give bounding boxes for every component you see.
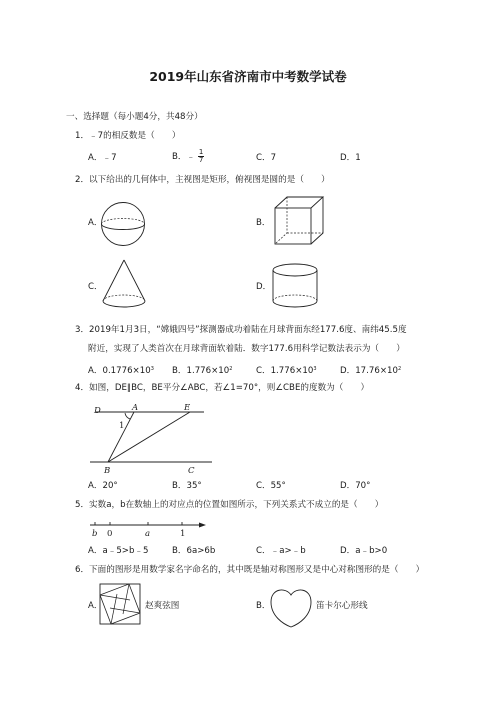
page-title: 2019年山东省济南市中考数学试卷: [149, 69, 347, 84]
exponent: 3: [150, 366, 154, 372]
fraction-numerator: 1: [198, 148, 204, 156]
question-1-option-d[interactable]: D．1: [340, 153, 361, 163]
option-text: D．17.76×10: [340, 366, 398, 376]
option-text: A．0.1776×10: [88, 366, 151, 376]
question-1-stem: 1．﹣7的相反数是（ ）: [75, 131, 181, 141]
exponent: 2: [229, 366, 233, 372]
exponent: 3: [313, 366, 317, 372]
question-6-stem: 6．下面的图形是用数学家名字命名的，其中既是轴对称图形又是中心对称图形的是（ ）: [75, 565, 425, 575]
question-3-option-d[interactable]: [340, 364, 401, 377]
fraction-denominator: 7: [198, 156, 204, 164]
question-4-stem: 4．如图，DE∥BC，BE平分∠ABC，若∠1=70°，则∠CBE的度数为（ ）: [75, 383, 370, 393]
question-5-option-c[interactable]: C．﹣a>﹣b: [256, 546, 306, 556]
exponent: 2: [397, 366, 402, 372]
section-heading: 一、选择题（每小题4分，共48分）: [66, 112, 203, 122]
question-5-option-b[interactable]: B．6a>6b: [172, 546, 216, 556]
label-d: D: [94, 406, 101, 416]
question-1-option-b[interactable]: [172, 149, 204, 164]
question-5-stem: 5．实数a，b在数轴上的对应点的位置如图所示，下列关系式不成立的是（ ）: [75, 500, 384, 510]
question-2-option-d[interactable]: D．: [256, 282, 272, 292]
axis-label-zero: 0: [107, 529, 113, 539]
question-1-option-a[interactable]: A．﹣7: [88, 153, 117, 163]
parallel-lines-figure: [88, 400, 213, 476]
option-b-prefix: B．﹣: [172, 152, 196, 162]
question-2-option-a[interactable]: A．: [88, 218, 103, 228]
label-c: C: [188, 466, 195, 476]
question-4-option-a[interactable]: A．20°: [88, 481, 118, 491]
label-a: A: [132, 403, 139, 413]
question-3-line-1: 3．2019年1月3日，“嫦娥四号”探测器成功着陆在月球背面东经177.6度、南纬45.5度: [75, 325, 407, 335]
question-6-option-b[interactable]: B．: [256, 601, 271, 611]
question-3-option-a[interactable]: [88, 364, 154, 377]
cardioid-caption: 笛卡尔心形线: [316, 601, 368, 611]
label-b: B: [104, 466, 111, 476]
question-3-option-c[interactable]: [256, 364, 317, 377]
question-4-option-c[interactable]: C．55°: [256, 481, 286, 491]
question-2-option-b[interactable]: B．: [256, 218, 271, 228]
option-text: C．1.776×10: [256, 366, 314, 376]
number-line-figure: [88, 519, 208, 541]
zhao-shuang-diagram-figure: [99, 583, 143, 627]
question-5-option-d[interactable]: D．a﹣b>0: [340, 546, 388, 556]
question-4-option-d[interactable]: D．70°: [340, 481, 371, 491]
axis-label-b: b: [92, 529, 98, 539]
fraction: [198, 149, 204, 164]
axis-label-a: a: [145, 529, 151, 539]
cardioid-figure: [269, 586, 313, 630]
axis-label-one: 1: [180, 529, 186, 539]
question-1-option-c[interactable]: C．7: [256, 153, 277, 163]
option-text: B．1.776×10: [172, 366, 230, 376]
question-2-stem: 2．以下给出的几何体中，主视图是矩形，俯视图是圆的是（ ）: [75, 175, 330, 185]
cylinder-figure: [270, 262, 320, 310]
question-4-option-b[interactable]: B．35°: [172, 481, 202, 491]
label-angle-1: 1: [119, 421, 125, 431]
cone-figure: [100, 258, 148, 310]
question-3-option-b[interactable]: [172, 364, 232, 377]
sphere-figure: [98, 200, 148, 248]
cube-figure: [273, 196, 325, 246]
label-e: E: [184, 403, 191, 413]
question-6-option-a[interactable]: A．: [88, 601, 103, 611]
question-5-option-a[interactable]: A．a﹣5>b﹣5: [88, 546, 149, 556]
question-3-line-2: 附近，实现了人类首次在月球背面软着陆．数字177.6用科学记数法表示为（ ）: [88, 344, 405, 354]
zhao-shuang-caption: 赵爽弦图: [145, 601, 180, 611]
question-2-option-c[interactable]: C．: [88, 282, 103, 292]
